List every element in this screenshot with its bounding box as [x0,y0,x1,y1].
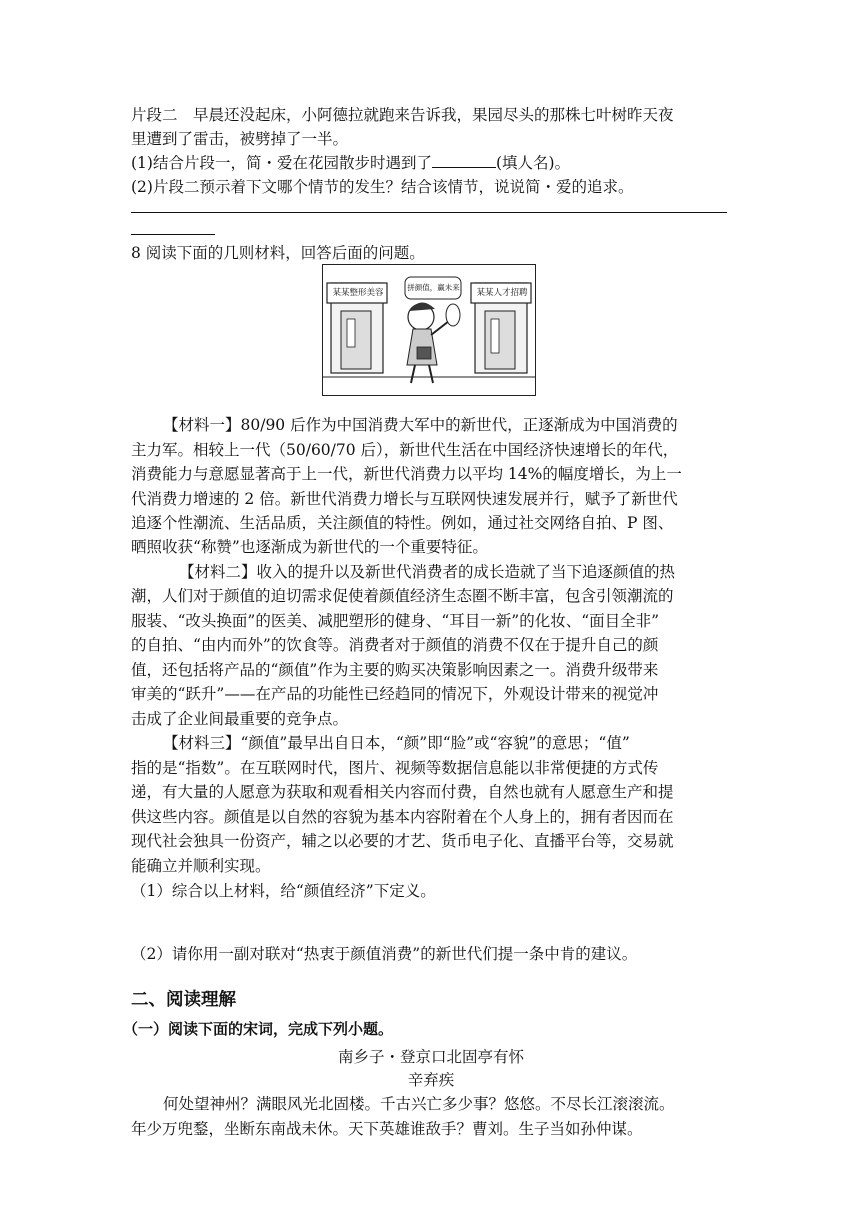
section-heading: 二、阅读理解 [131,990,236,1010]
material2-line: 潮，人们对于颜值的迫切需求促使着颜值经济生态圈不断丰富，包含引领潮流的 [131,587,674,605]
sign-right: 某某人才招聘 [476,288,528,298]
material2-line: 值，还包括将产品的“颜值”作为主要的购买决策影响因素之一。消费升级带来 [131,661,659,679]
sign-left: 某某整形美容 [332,288,384,298]
answer-line-short[interactable] [131,234,215,235]
material2-line: 击成了企业间最重要的竞争点。 [131,710,349,728]
question-1-suffix: (填人名)。 [495,154,571,172]
sub-question-2: （2）请你用一副对联对“热衷于颜值消费”的新世代们提一条中肯的建议。 [131,945,638,963]
poem-author: 辛弃疾 [407,1071,455,1089]
material2-line: 的自拍、“由内而外”的饮食等。消费者对于颜值的消费不仅在于提升自己的颜 [131,636,659,654]
material2-line: 【材料二】收入的提升以及新世代消费者的成长造就了当下追逐颜值的热 [179,563,676,581]
material3-line: 指的是“指数”。在互联网时代，图片、视频等数据信息能以非常便捷的方式传 [131,759,659,777]
answer-line[interactable] [131,212,727,213]
question-2: (2)片段二预示着下文哪个情节的发生？结合该情节，说说简・爱的追求。 [131,178,634,196]
question-1-prefix: (1)结合片段一，简・爱在花园散步时遇到了 [131,154,432,172]
sub-question-1: （1）综合以上材料，给“颜值经济”下定义。 [131,882,436,900]
subsection-heading: （一）阅读下面的宋词，完成下列小题。 [123,1020,394,1038]
material1-line: 追逐个性潮流、生活品质，关注颜值的特性。例如，通过社交网络自拍、P 图、 [131,514,674,532]
material1-line: 消费能力与意愿显著高于上一代，新世代消费力以平均 14%的幅度增长，为上一 [131,465,682,483]
material2-line: 审美的“跃升”——在产品的功能性已经趋同的情况下，外观设计带来的视觉冲 [131,685,659,703]
answer-blank[interactable] [432,153,496,168]
material3-line: 【材料三】“颜值”最早出自日本，“颜”即“脸”或“容貌”的意思；“值” [163,734,630,752]
material3-line: 供这些内容。颜值是以自然的容貌为基本内容附着在个人身上的，拥有者因而在 [131,808,674,826]
excerpt2-line1: 片段二 早晨还没起床，小阿德拉就跑来告诉我，果园尽头的那株七叶树昨天夜 [131,106,674,124]
question-1 [131,152,731,174]
poem-title: 南乡子・登京口北固亭有怀 [337,1048,524,1066]
material3-line: 能确立并顺利实现。 [131,857,271,875]
material3-line: 现代社会独具一份资产，辅之以必要的才艺、货币电子化、直播平台等，交易就 [131,832,674,850]
material1-line: 代消费力增速的 2 倍。新世代消费力增长与互联网快速发展并行，赋予了新世代 [131,490,678,508]
material1-line: 主力军。相较上一代（50/60/70 后），新世代生活在中国经济快速增长的年代， [131,441,679,459]
material2-line: 服装、“改头换面”的医美、减肥塑形的健身、“耳目一新”的化妆、“面目全非” [131,612,660,630]
poem-line-1: 何处望神州？满眼风光北固楼。千古兴亡多少事？悠悠。不尽长江滚滚流。 [163,1095,675,1113]
poem-line-2: 年少万兜鍪，坐断东南战未休。天下英雄谁敌手？曹刘。生子当如孙仲谋。 [131,1120,643,1138]
material1-line: 【材料一】80/90 后作为中国消费大军中的新世代，正逐渐成为中国消费的 [163,416,678,434]
excerpt2-line2: 里遭到了雷击，被劈掉了一半。 [131,130,349,148]
material3-line: 递，有大量的人愿意为获取和观看相关内容而付费，自然也就有人愿意生产和提 [131,783,674,801]
speech-bubble: 拼颜值，赢未来 [407,283,460,292]
task-8-heading: 8 阅读下面的几则材料，回答后面的问题。 [131,244,425,262]
material1-line: 晒照收获“称赞”也逐渐成为新世代的一个重要特征。 [131,538,488,556]
cartoon-illustration [322,264,536,396]
